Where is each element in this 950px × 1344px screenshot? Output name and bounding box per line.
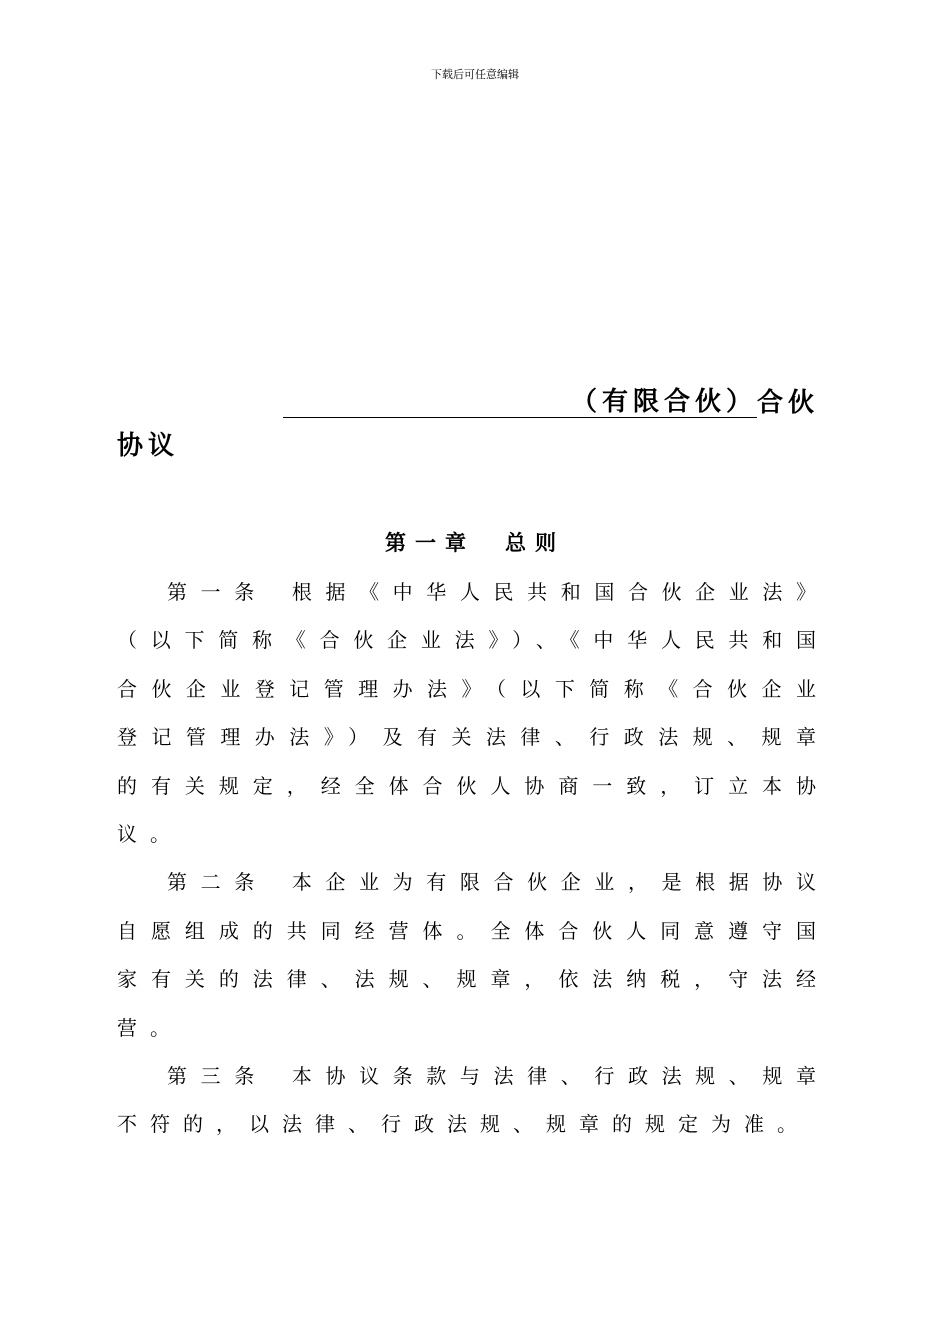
article-number: 第二条 <box>167 870 268 895</box>
document-body <box>117 568 829 1149</box>
article-number: 第一条 <box>167 580 268 604</box>
article-text: 根据《中华人民共和国合伙企业法》（以下简称《合伙企业法》）、《中华人民共和国合伙企业登记管理办法》（以下简称《合伙企业登记管理办法》）及有关法律、行政法规、规章的有关规定，经全体合伙人协商一致，订立本协议。 <box>117 580 830 847</box>
title-underlined-text: （有限合伙） <box>571 387 758 417</box>
article-paragraph <box>117 568 829 858</box>
article-paragraph <box>117 1052 829 1149</box>
article-text: 本协议条款与法律、行政法规、规章不符的，以法律、行政法规、规章的规定为准。 <box>117 1064 830 1137</box>
article-text: 本企业为有限合伙企业，是根据协议自愿组成的共同经营体。全体合伙人同意遵守国家有关的法律、法规、规章，依法纳税，守法经营。 <box>117 870 830 1040</box>
article-paragraph <box>117 858 829 1052</box>
header-note: 下载后可任意编辑 <box>431 68 519 81</box>
title-blank-underline <box>283 389 571 418</box>
chapter-heading: 第一章 总则 <box>385 531 565 555</box>
title-tail-text: 合伙 <box>757 388 820 418</box>
document-title-continuation: 协议 <box>117 431 180 461</box>
document-title <box>283 382 819 418</box>
article-number: 第三条 <box>167 1064 268 1089</box>
